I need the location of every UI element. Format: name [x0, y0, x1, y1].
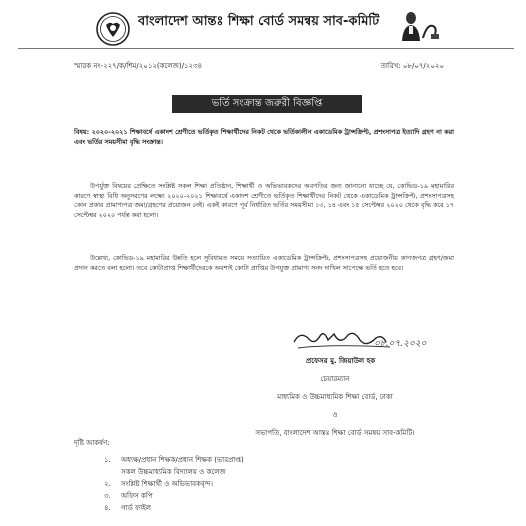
body-paragraph-1 [74, 182, 454, 220]
mujib-year-logo [421, 20, 441, 42]
recipient-text: সংশ্লিষ্ট শিক্ষার্থী ও অভিভাবকবৃন্দ। [121, 480, 213, 488]
designation-line-2: মাধ্যমিক ও উচ্চমাধ্যমিক শিক্ষা বোর্ড, ঢাকা [277, 393, 393, 401]
recipient-item [104, 502, 151, 514]
reference-number: স্মারক নং-২২৭/ক/শিম/২০১২(কলেজ)/১২৩৪ [74, 62, 203, 70]
designation-line-4: সভাপতি, বাংলাদেশ আন্তঃ শিক্ষা বোর্ড সমন্বয় সাব-কমিটি। [255, 429, 415, 437]
signer-name: প্রফেসর মু. জিয়াউল হক [306, 357, 376, 365]
header-divider [18, 48, 514, 49]
recipient-item [104, 454, 244, 466]
body-paragraph-1-text: উপর্যুক্ত বিষয়ের প্রেক্ষিতে সংশ্লিষ্ট সকল শিক্ষা প্রতিষ্ঠান, শিক্ষার্থী ও অভিভাবকদের অবগতির জন্য জানানো যাচ্ছে যে, কোভিড-১৯ মহামারির কারণে স্বাস্থ্য বিধি অনুসরণের লক্ষ্যে ২০২০-২০২১ শিক্ষাবর্ষে একাদশ শ্রেণীতে ভর্তিকৃত শিক্ষার্থীদের নিকট থেকে একাডেমিক ট্রান্সক্রিপ্ট, প্রশংসাপত্রসহ কোন প্রকার প্রামাণ্যপত্র জমা/গ্রহণের প্রয়োজন নেই। একই কারণে পূর্ব নির্ধারিত ভর্তির সময়সীমা ১৩, ১৪ এবং ১৫ সেপ্টেম্বর ২০২০ থেকে বৃদ্ধি করে ১৭ সেপ্টেম্বর ২০২০ পর্যন্ত করা হলো। [74, 182, 454, 219]
designation-line-3: ও [332, 411, 338, 419]
notice-title-banner: ভর্তি সংক্রান্ত জরুরী বিজ্ঞপ্তি [172, 95, 362, 113]
government-seal-logo [96, 12, 130, 46]
recipient-text: সকল উচ্চমাধ্যমিক বিদ্যালয় ও কলেজ [121, 468, 226, 476]
recipient-item [104, 478, 213, 490]
subject-line: বিষয়: ২০২০-২০২১ শিক্ষাবর্ষে একাদশ শ্রেণীতে ভর্তিকৃত শিক্ষার্থীদের নিকট থেকে ভর্তিকালীন একাডেমিক ট্রান্সক্রিপ্ট, প্রশংসাপত্র ইত্যাদি গ্রহণ না করা এবং ভর্তির সময়সীমা বৃদ্ধি সংক্রান্ত। [74, 128, 454, 146]
attention-label: দৃষ্টি আকর্ষণ: [74, 439, 110, 447]
recipient-text: অধ্যক্ষ/প্রধান শিক্ষক/প্রধান শিক্ষক (ভারপ্রাপ্ত) [121, 456, 244, 464]
designation-line-1: চেয়ারম্যান [320, 375, 350, 383]
recipient-item [104, 490, 153, 502]
organization-title: বাংলাদেশ আন্তঃ শিক্ষা বোর্ড সমন্বয় সাব-কমিটি [138, 14, 380, 29]
body-paragraph-2-text: উল্লেখ্য, কোভিড-১৯ মহামারির উন্নতি হলে সুবিধামত সময়ে সত্যায়িত একাডেমিক ট্রান্সক্রিপ্ট, প্রশংসাপত্রসহ প্রয়োজনীয় কাগজপত্র গ্রহণ/জমা প্রদান করতে বলা হলো। তবে কোটাপ্রাপ্ত শিক্ষার্থীদেরকে অবশ্যই কোটা প্রাপ্তির উপযুক্ত প্রামাণ্য সনদ দাখিল সাপেক্ষে ভর্তি হতে হবে। [74, 254, 454, 272]
recipient-number: ৩. [104, 492, 111, 500]
recipient-number: ৪. [104, 504, 111, 512]
signature-date: ০৮.০৭.২০২০ [374, 339, 427, 349]
recipient-text: গার্ড ফাইল [121, 504, 151, 512]
body-paragraph-2 [74, 254, 454, 273]
portrait-image [400, 9, 422, 41]
issue-date: তারিখ: ০৮/০৭/২০২০ [380, 62, 444, 70]
recipient-text: অফিস কপি [121, 492, 153, 500]
recipient-item [121, 466, 226, 478]
recipient-number: ২. [104, 480, 111, 488]
recipient-number: ১. [104, 456, 111, 464]
